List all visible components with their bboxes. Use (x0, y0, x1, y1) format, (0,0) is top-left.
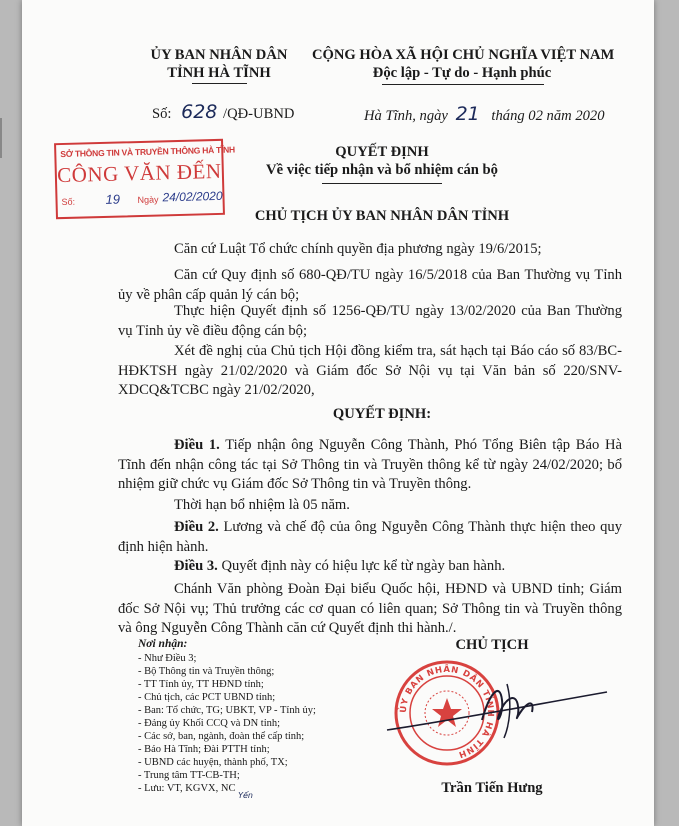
article-3-label: Điều 3. (174, 558, 218, 574)
decision-subject: Về việc tiếp nhận và bổ nhiệm cán bộ (266, 162, 498, 178)
recipient-item: - Như Điều 3; (138, 653, 197, 664)
authority-heading: CHỦ TỊCH ỦY BAN NHÂN DÂN TỈNH (254, 208, 510, 224)
article-2-text: Lương và chế độ của ông Nguyễn Công Thành thực hiện theo quy định hiện hành. (118, 519, 622, 555)
basis-2: Căn cứ Quy định số 680-QĐ/TU ngày 16/5/2018 của Ban Thường vụ Tỉnh ủy về phân cấp quản lý cán bộ; (118, 267, 622, 303)
article-2-label: Điều 2. (174, 519, 219, 535)
stamp-so-label: Số: (61, 196, 76, 208)
recipient-item: - Chủ tịch, các PCT UBND tỉnh; (138, 692, 276, 703)
recipient-item: - Ban: Tổ chức, TG; UBKT, VP - Tỉnh ủy; (138, 705, 316, 716)
stamp-title: CÔNG VĂN ĐẾN (56, 158, 222, 188)
date-prefix: Hà Tĩnh, ngày (364, 108, 448, 124)
basis-3: Thực hiện Quyết định số 1256-QĐ/TU ngày 13/02/2020 của Ban Thường vụ Tỉnh ủy về điều động cán bộ; (118, 303, 622, 339)
number-prefix: Số: (152, 106, 172, 122)
signer-name: Trần Tiến Hưng (441, 780, 543, 796)
recipient-item: - Báo Hà Tĩnh; Đài PTTH tỉnh; (138, 744, 270, 755)
recipient-item: - UBND các huyện, thành phố, TX; (138, 757, 288, 768)
decision-heading: QUYẾT ĐỊNH: (332, 406, 432, 422)
basis-4: Xét đề nghị của Chủ tịch Hội đồng kiểm tra, sát hạch tại Báo cáo số 83/BC-HĐKTSH ngày 21/02/2020 và Giám đốc Sở Nội vụ tại Văn bản số 220/SNV-XDCQ&TCBC ngày 21/02/2020, (118, 343, 622, 398)
recipient-item: - Bộ Thông tin và Truyền thông; (138, 666, 275, 677)
handwritten-initial: Yến (238, 791, 253, 800)
nation-title: CỘNG HÒA XÃ HỘI CHỦ NGHĨA VIỆT NAM (312, 47, 615, 63)
recipient-item: - TT Tỉnh ủy, TT HĐND tỉnh; (138, 679, 264, 690)
date-suffix: tháng 02 năm 2020 (491, 108, 605, 124)
basis-1: Căn cứ Luật Tổ chức chính quyền địa phương ngày 19/6/2015; (174, 241, 542, 257)
article-1-text: Tiếp nhận ông Nguyễn Công Thành, Phó Tổng Biên tập Báo Hà Tĩnh đến nhận công tác tại Sở Thông tin và Truyền thông kể từ ngày 24/02/2020; bổ nhiệm giữ chức vụ Giám đốc Sở Thông tin và Truyền thông. (118, 437, 623, 492)
handwritten-signature (382, 672, 612, 742)
article-3-text: Quyết định này có hiệu lực kể từ ngày ban hành. (221, 558, 506, 574)
stamp-so-value: 19 (105, 191, 121, 207)
article-1-label: Điều 1. (174, 437, 220, 453)
scanner-edge (0, 118, 2, 158)
agency-province: TỈNH HÀ TĨNH (167, 65, 271, 81)
article-1-term: Thời hạn bổ nhiệm là 05 năm. (174, 497, 350, 513)
recipient-item: - Trung tâm TT-CB-TH; (138, 770, 240, 781)
document-date (364, 103, 605, 125)
recipient-item (138, 782, 253, 800)
date-day-handwritten: 21 (455, 103, 480, 125)
document-number (152, 101, 294, 123)
decision-title: QUYẾT ĐỊNH (335, 144, 429, 160)
stamp-ngay-value: 24/02/2020 (162, 188, 223, 205)
article-3-execution: Chánh Văn phòng Đoàn Đại biểu Quốc hội, HĐND và UBND tỉnh; Giám đốc Sở Nội vụ; Thủ trưởng các cơ quan có liên quan; Sở Thông tin và Truyền thông và ông Nguyễn Công Thành căn cứ Quyết định thi hành./. (118, 581, 622, 636)
nation-motto: Độc lập - Tự do - Hạnh phúc (372, 65, 552, 81)
agency-underline (192, 83, 247, 84)
article-3 (118, 557, 622, 577)
stamp-org: SỞ THÔNG TIN VÀ TRUYỀN THÔNG HÀ TĨNH (60, 144, 236, 160)
article-1 (118, 436, 622, 495)
recipient-last: - Lưu: VT, KGVX, NC (138, 783, 236, 794)
article-2 (118, 518, 622, 557)
document-page (22, 0, 654, 826)
seal-text: ỦY BAN NHÂN DÂN TỈNH HÀ TĨNH (398, 664, 496, 760)
signer-title: CHỦ TỊCH (455, 637, 529, 653)
agency-name: ỦY BAN NHÂN DÂN (150, 47, 288, 63)
recipients-label: Nơi nhận: (138, 638, 188, 650)
stamp-ngay-label: Ngày (137, 194, 159, 206)
number-handwritten: 628 (181, 101, 218, 123)
number-suffix: /QĐ-UBND (223, 106, 295, 122)
subject-underline (322, 183, 442, 184)
recipient-item: - Đảng ủy Khối CCQ và DN tỉnh; (138, 718, 281, 729)
recipient-item: - Các sở, ban, ngành, đoàn thể cấp tỉnh; (138, 731, 305, 742)
motto-underline (382, 84, 544, 85)
